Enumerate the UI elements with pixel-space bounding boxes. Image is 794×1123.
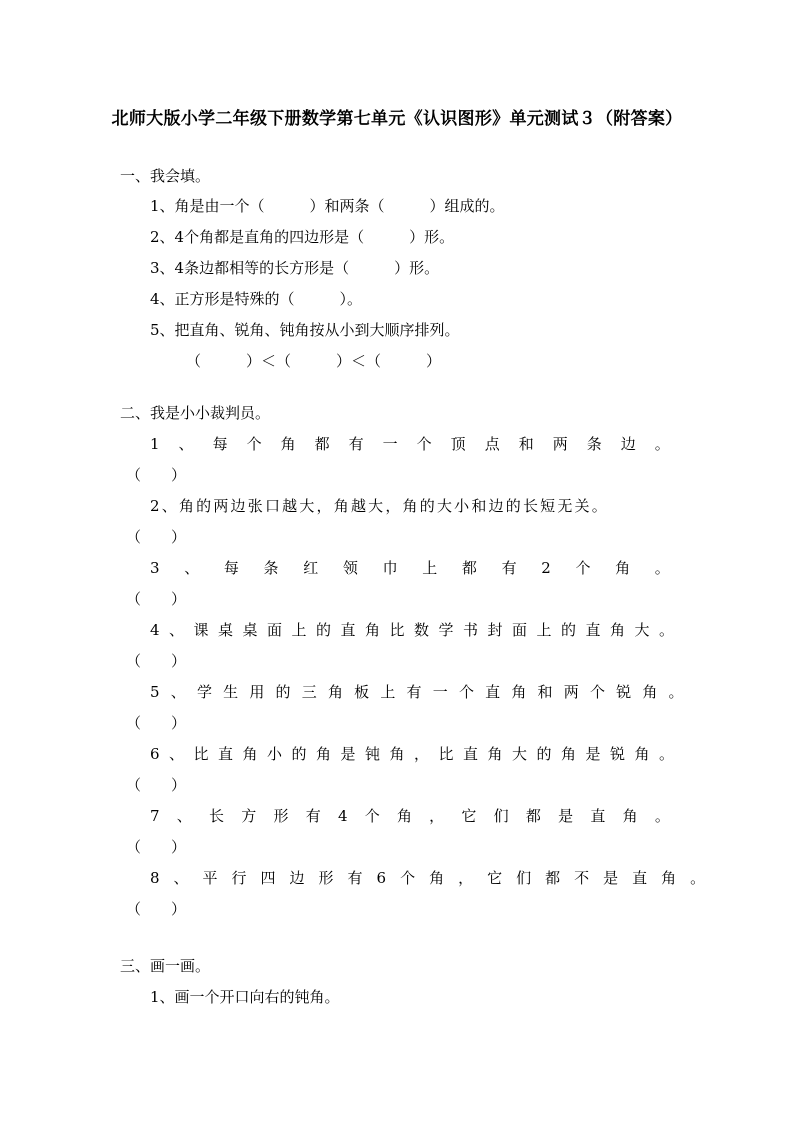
s1-order-line: （ ）＜（ ）＜（ ） [186,352,442,370]
spaced-char: 角 [280,435,296,453]
spaced-char: 一 [382,435,398,453]
spaced-char: 4 [337,807,348,825]
s1-item-2: 2、4个角都是直角的四边形是（ ）形。 [150,228,455,246]
s2-bracket-3: （ ） [126,590,187,608]
spaced-char: 它 [461,807,477,825]
spaced-char: 有 [501,559,517,577]
spaced-char: 每 [223,559,239,577]
spaced-char: 每 [212,435,228,453]
spaced-char: 直 [590,807,606,825]
spaced-char: 。 [654,559,670,577]
spaced-char: 都 [314,435,330,453]
s2-item-2: 2、角的两边张口越大，角越大，角的大小和边的长短无关。 [150,497,609,515]
s1-item-3: 3、4条边都相等的长方形是（ ）形。 [150,259,440,277]
s1-item-1: 1、角是由一个（ ）和两条（ ）组成的。 [150,197,505,215]
spaced-char: 领 [342,559,358,577]
section3-heading: 三、画一画。 [120,957,211,975]
spaced-char: 条 [586,435,602,453]
spaced-char: ， [429,807,445,825]
s2-item-3 [150,558,670,578]
spaced-char: 顶 [450,435,466,453]
spaced-char: 都 [461,559,477,577]
spaced-char: 2 [541,559,551,577]
spaced-char: 上 [422,559,438,577]
s1-item-5: 5、把直角、锐角、钝角按从小到大顺序排列。 [150,321,460,339]
spaced-char: 是 [558,807,574,825]
spaced-char: 们 [493,807,509,825]
spaced-char: 个 [246,435,262,453]
s1-item-4: 4、正方形是特殊的（ ）。 [150,290,363,308]
spaced-char: 3 [150,559,160,577]
spaced-char: 长 [209,807,225,825]
s2-item-7 [150,806,670,826]
spaced-char: 都 [525,807,541,825]
s2-item-3-text [150,558,670,578]
spaced-char: 。 [654,435,670,453]
s2-bracket-1: （ ） [126,466,187,484]
spaced-char: 红 [303,559,319,577]
s2-item-6: 6、比直角小的角是钝角，比直角大的角是锐角。 [150,745,684,763]
spaced-char: 方 [241,807,257,825]
s2-bracket-4: （ ） [126,652,187,670]
spaced-char: 个 [364,807,380,825]
spaced-char: 形 [273,807,289,825]
spaced-char: 角 [622,807,638,825]
spaced-char: 角 [396,807,412,825]
s2-bracket-5: （ ） [126,714,187,732]
spaced-char: 、 [178,435,194,453]
section1-heading: 一、我会填。 [120,167,211,185]
s2-item-4: 4、课桌桌面上的直角比数学书封面上的直角大。 [150,621,684,639]
s2-bracket-8: （ ） [126,900,187,918]
spaced-char: 7 [150,807,160,825]
s2-item-5: 5、学生用的三角板上有一个直角和两个锐角。 [150,683,695,701]
spaced-char: 有 [348,435,364,453]
s2-bracket-6: （ ） [126,776,187,794]
page-title: 北师大版小学二年级下册数学第七单元《认识图形》单元测试３（附答案） [111,109,683,129]
section2-heading: 二、我是小小裁判员。 [120,404,271,422]
spaced-char: 、 [184,559,200,577]
spaced-char: 条 [263,559,279,577]
spaced-char: 。 [654,807,670,825]
spaced-char: 有 [305,807,321,825]
s2-bracket-2: （ ） [126,528,187,546]
spaced-char: 角 [615,559,631,577]
spaced-char: 点 [484,435,500,453]
s2-bracket-7: （ ） [126,838,187,856]
s2-item-1 [150,434,670,454]
s2-item-7-text [150,806,670,826]
s3-item-1: 1、画一个开口向右的钝角。 [150,988,340,1006]
spaced-char: 和 [518,435,534,453]
spaced-char: 1 [150,435,160,453]
s2-item-1-text [150,434,670,454]
spaced-char: 巾 [382,559,398,577]
spaced-char: 个 [416,435,432,453]
spaced-char: 两 [552,435,568,453]
s2-item-8: 8、平行四边形有6个角，它们都不是直角。 [150,869,720,887]
spaced-char: 边 [620,435,636,453]
spaced-char: 、 [176,807,192,825]
spaced-char: 个 [575,559,591,577]
